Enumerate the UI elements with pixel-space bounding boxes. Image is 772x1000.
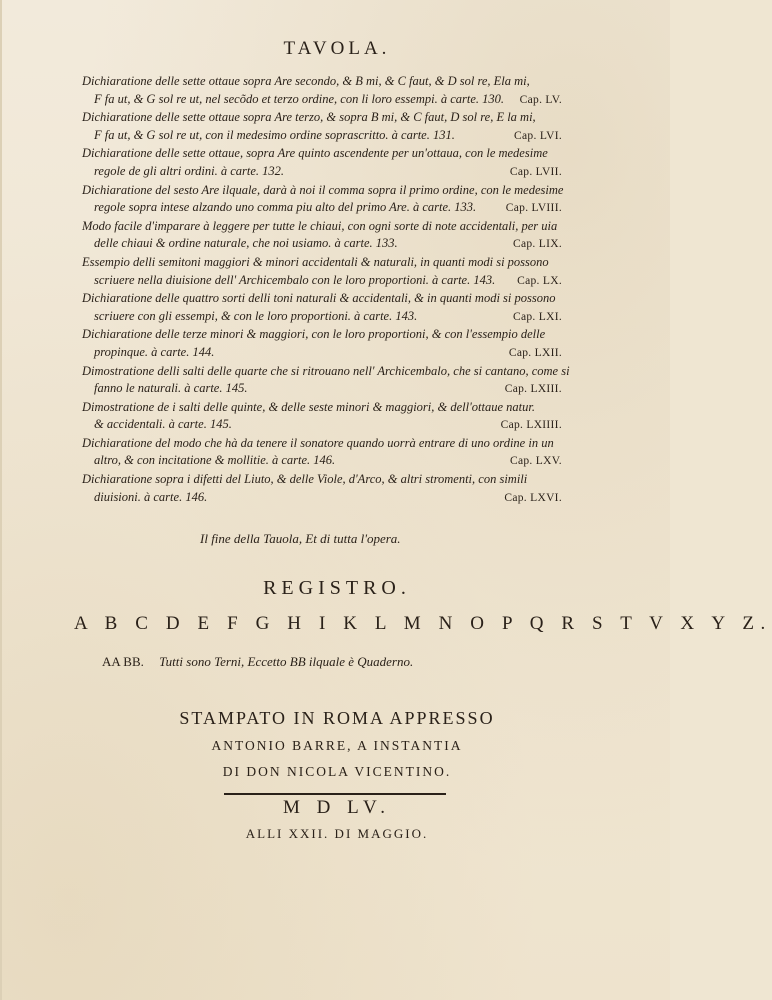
toc-entry-text: F fa ut, & G sol re ut, nel secõdo et terzo ordine, con li loro essempi. à carte. 130. — [94, 91, 505, 106]
toc-entry-line — [82, 235, 562, 254]
toc-entry-line — [82, 399, 562, 417]
toc-entry-line — [82, 254, 562, 272]
toc-entry — [82, 435, 562, 471]
toc-entry-text: Dichiaratione sopra i difetti del Liuto, & delle Viole, d'Arco, & altri stromenti, con simili — [82, 472, 528, 487]
toc-chapter-number: Cap. LXII. — [508, 346, 562, 359]
toc-entry — [82, 73, 562, 109]
closing-note: Il fine della Tauola, Et di tutta l'opera. — [200, 531, 401, 546]
registro-signatures: A B C D E F G H I K L M N O P Q R S T V X Y Z. — [74, 613, 772, 634]
imprint-rule — [224, 793, 446, 795]
toc-entry-line — [82, 290, 562, 308]
toc-entry-line — [82, 308, 562, 327]
toc-chapter-number: Cap. LXV. — [509, 455, 562, 468]
toc-entry-text: Dimostratione delli salti delle quarte che si ritrouano nell' Archicembalo, che si cantano, come si — [82, 363, 570, 378]
toc-chapter-number: Cap. LVIII. — [505, 202, 562, 215]
toc-entry-text: F fa ut, & G sol re ut, con il medesimo ordine soprascritto. à carte. 131. — [94, 127, 455, 142]
toc-entry-text: Dichiaratione delle quattro sorti delli toni naturali & accidentali, & in quanti modi si possono — [82, 291, 556, 306]
toc-entry — [82, 326, 562, 362]
imprint-line-2: ANTONIO BARRE, A INSTANTIA — [211, 738, 463, 753]
toc-chapter-number: Cap. LXI. — [512, 310, 562, 323]
toc-entry-text: scriuere nella diuisione dell' Archicembalo con le loro proportioni. à carte. 143. — [94, 272, 496, 287]
registro-quires — [102, 654, 413, 670]
toc-entry — [82, 254, 562, 290]
toc-entry-line — [82, 127, 562, 146]
quires-letters: AA BB. — [102, 654, 144, 669]
imprint-line-3: DI DON NICOLA VICENTINO. — [222, 764, 452, 779]
toc-entry-text: diuisioni. à carte. 146. — [94, 489, 208, 504]
toc-entry-text: Dichiaratione delle sette ottaue sopra Are terzo, & sopra B mi, & C faut, D sol re, E la mi, — [82, 110, 536, 125]
page-title: TAVOLA. — [283, 38, 391, 59]
quires-note: Tutti sono Terni, Eccetto BB ilquale è Quaderno. — [159, 654, 414, 669]
toc-entry-line — [82, 91, 562, 110]
toc-entry-line — [82, 218, 562, 236]
toc-entry — [82, 109, 562, 145]
toc-entry-line — [82, 435, 562, 453]
toc-entry — [82, 399, 562, 435]
imprint-date: ALLI XXII. DI MAGGIO. — [245, 826, 429, 841]
toc-entry-line — [82, 452, 562, 471]
toc-chapter-number: Cap. LX. — [517, 274, 562, 287]
toc-entry-text: Dichiaratione del sesto Are ilquale, darà à noi il comma sopra il primo ordine, con le medesime — [82, 182, 564, 197]
imprint-line-1: STAMPATO IN ROMA APPRESSO — [179, 708, 495, 728]
toc-chapter-number: Cap. LXVI. — [504, 491, 562, 504]
toc-entry-line — [82, 416, 562, 435]
toc-entry — [82, 471, 562, 507]
toc-entry — [82, 290, 562, 326]
toc-entry-line — [82, 344, 562, 363]
toc-entry-text: regole de gli altri ordini. à carte. 132. — [94, 163, 285, 178]
toc-entry-line — [82, 145, 562, 163]
toc-entry-text: Dichiaratione delle terze minori & maggiori, con le loro proportioni, & con l'essempio delle — [82, 327, 546, 342]
toc-entry-line — [82, 380, 562, 399]
toc-entry-line — [82, 489, 562, 508]
toc-entry-text: regole sopra intese alzando uno comma piu alto del primo Are. à carte. 133. — [94, 200, 477, 215]
toc-entry — [82, 363, 570, 399]
toc-entry-line — [82, 109, 562, 127]
toc-entry-text: fanno le naturali. à carte. 145. — [94, 381, 248, 396]
imprint-year: M D LV. — [283, 797, 391, 818]
toc-chapter-number: Cap. LVII. — [509, 165, 562, 178]
toc-entry-line — [82, 73, 562, 91]
toc-entry-line — [82, 182, 562, 200]
toc-chapter-number: Cap. LXIII. — [504, 383, 562, 396]
toc-entry — [82, 218, 562, 254]
toc-chapter-number: Cap. LVI. — [514, 129, 562, 142]
table-of-contents — [82, 73, 570, 507]
toc-entry-text: & accidentali. à carte. 145. — [94, 417, 232, 432]
toc-entry-line — [82, 163, 562, 182]
toc-entry — [82, 145, 562, 181]
toc-entry-line — [82, 326, 562, 344]
toc-entry-text: Modo facile d'imparare à leggere per tutte le chiaui, con ogni sorte di note accidentali, per uia — [82, 218, 558, 233]
toc-entry — [82, 182, 562, 218]
toc-entry-line — [82, 272, 562, 291]
toc-chapter-number: Cap. LIX. — [512, 238, 562, 251]
toc-entry-text: propinque. à carte. 144. — [94, 344, 215, 359]
toc-chapter-number: Cap. LXIIII. — [500, 419, 562, 432]
toc-entry-line — [82, 471, 562, 489]
toc-entry-text: Dichiaratione del modo che hà da tenere il sonatore quando uorrà entrare di uno ordine in un — [82, 435, 554, 450]
toc-entry-line — [82, 199, 562, 218]
toc-entry-text: Dichiaratione delle sette ottaue, sopra Are quinto ascendente per un'ottaua, con le medesime — [82, 146, 548, 161]
toc-entry-text: Dimostratione de i salti delle quinte, & delle seste minori & maggiori, & dell'ottaue natur. — [82, 399, 535, 414]
toc-chapter-number: Cap. LV. — [519, 93, 562, 106]
toc-entry-text: delle chiaui & ordine naturale, che noi usiamo. à carte. 133. — [94, 236, 398, 251]
toc-entry-text: altro, & con incitatione & mollitie. à carte. 146. — [94, 453, 336, 468]
toc-entry-text: Essempio delli semitoni maggiori & minori accidentali & naturali, in quanti modi si possono — [82, 254, 549, 269]
toc-entry-text: Dichiaratione delle sette ottaue sopra Are secondo, & B mi, & C faut, & D sol re, Ela mi, — [82, 74, 530, 88]
toc-entry-line — [82, 363, 570, 381]
toc-entry-text: scriuere con gli essempi, & con le loro proportioni. à carte. 143. — [94, 308, 418, 323]
registro-heading: REGISTRO. — [263, 577, 411, 599]
